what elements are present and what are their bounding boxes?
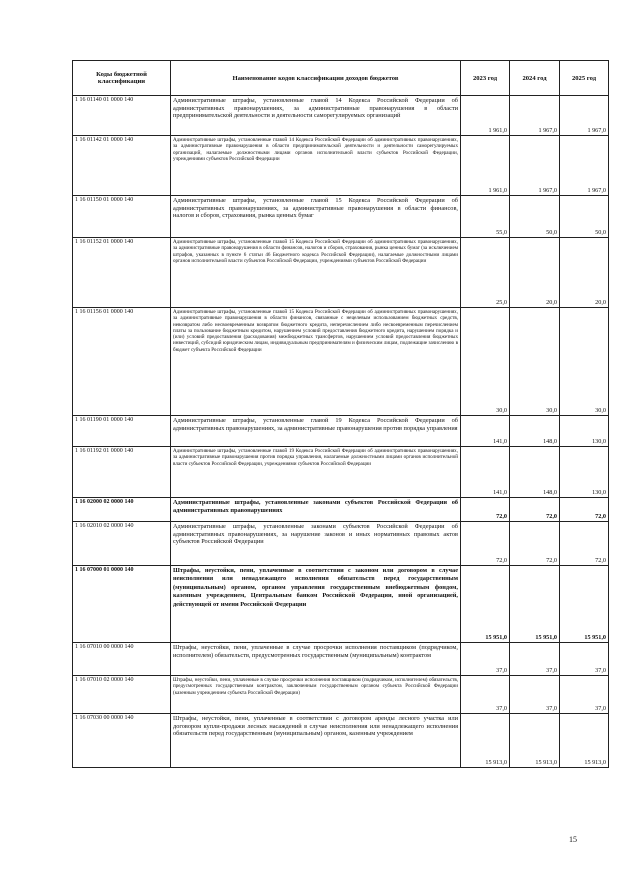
row-value-2025: 37,0: [560, 676, 609, 714]
row-name: Административные штрафы, установленные главой 19 Кодекса Российской Федерации об административных правонарушениях, за административные правонарушения против порядка управления: [171, 416, 461, 447]
row-code: 1 16 02000 02 0000 140: [73, 498, 171, 522]
row-value-2024: 50,0: [510, 196, 560, 238]
table-row: [73, 714, 609, 768]
row-code: 1 16 07010 00 0000 140: [73, 643, 171, 676]
row-code: 1 16 01156 01 0000 140: [73, 308, 171, 416]
row-value-2024: 20,0: [510, 238, 560, 308]
row-value-2024: 148,0: [510, 416, 560, 447]
row-value-2023: 141,0: [461, 416, 510, 447]
table-row: [73, 196, 609, 238]
row-value-2023: 141,0: [461, 447, 510, 498]
row-value-2024: 37,0: [510, 643, 560, 676]
header-2025: 2025 год: [560, 61, 609, 96]
row-name: Штрафы, неустойки, пени, уплаченные в случае просрочки исполнения поставщиком (подрядчиком, исполнителем) обязательств, предусмотренных государственным контрактом, заключенным государственным органом субъекта Российской Федерации (казенным учреждением субъекта Российской Федерации): [171, 676, 461, 714]
row-name: Административные штрафы, установленные главой 15 Кодекса Российской Федерации об административных правонарушениях, за административные правонарушения в области финансов, налогов и сборов, страхования, рынка ценных бумаг: [171, 196, 461, 238]
table-row: [73, 566, 609, 643]
row-value-2024: 148,0: [510, 447, 560, 498]
table-row: [73, 96, 609, 136]
row-name: Административные штрафы, установленные главой 15 Кодекса Российской Федерации об административных правонарушениях, за административные правонарушения в области финансов, связанные с нецелевым использованием бюджетных средств, невозвратом либо несвоевременным возвратом бюджетного кредита, неперечислением либо несвоевременным перечислением платы за пользование бюджетным кредитом, нарушением условий предоставления бюджетного кредита, нарушением порядка и (или) условий предоставления (расходования) межбюджетных трансфертов, нарушением условий предоставления бюджетных инвестиций, субсидий юридическим лицам, индивидуальным предпринимателям и физическим лицам, подлежащие зачислению в бюджет субъекта Российской Федерации: [171, 308, 461, 416]
row-value-2025: 72,0: [560, 498, 609, 522]
row-value-2024: 72,0: [510, 498, 560, 522]
row-code: 1 16 07030 00 0000 140: [73, 714, 171, 768]
table-row: [73, 676, 609, 714]
row-value-2025: 30,0: [560, 308, 609, 416]
row-value-2023: 72,0: [461, 498, 510, 522]
row-code: 1 16 07010 02 0000 140: [73, 676, 171, 714]
row-value-2023: 1 961,0: [461, 96, 510, 136]
row-code: 1 16 01140 01 0000 140: [73, 96, 171, 136]
row-value-2024: 1 967,0: [510, 96, 560, 136]
row-value-2024: 30,0: [510, 308, 560, 416]
header-2024: 2024 год: [510, 61, 560, 96]
row-name: Штрафы, неустойки, пени, уплаченные в соответствии с договором аренды лесного участка или договором купли-продажи лесных насаждений в случае неисполнения или ненадлежащего исполнения обязательств перед государственным (муниципальным) органом, казенным учреждением: [171, 714, 461, 768]
row-value-2023: 15 951,0: [461, 566, 510, 643]
row-value-2024: 37,0: [510, 676, 560, 714]
row-value-2025: 1 967,0: [560, 136, 609, 196]
row-name: Административные штрафы, установленные законами субъектов Российской Федерации об административных правонарушениях, за нарушение законов и иных нормативных правовых актов субъектов Российской Федерации: [171, 522, 461, 566]
header-codes: Коды бюджетной классификации: [73, 61, 171, 96]
table-header-row: [73, 61, 609, 96]
table-row: [73, 238, 609, 308]
revenue-classification-table: [72, 60, 609, 768]
row-value-2025: 1 967,0: [560, 96, 609, 136]
row-name: Административные штрафы, установленные главой 14 Кодекса Российской Федерации об административных правонарушениях, за административные правонарушения в области предпринимательской деятельности и деятельности саморегулируемых организаций, налагаемые должностными лицами органов исполнительной власти субъектов Российской Федерации, учреждениями субъектов Российской Федерации: [171, 136, 461, 196]
row-value-2025: 20,0: [560, 238, 609, 308]
row-code: 1 16 02010 02 0000 140: [73, 522, 171, 566]
row-value-2023: 37,0: [461, 676, 510, 714]
row-value-2025: 15 951,0: [560, 566, 609, 643]
table-row: [73, 447, 609, 498]
row-name: Штрафы, неустойки, пени, уплаченные в соответствии с законом или договором в случае неисполнения или ненадлежащего исполнения обязательств перед государственным (муниципальным) органом, органом управления государственным внебюджетным фондом, казенным учреждением, Центральным банком Российской Федерации, иной организацией, действующей от имени Российской Федерации: [171, 566, 461, 643]
table-row: [73, 498, 609, 522]
row-code: 1 16 01192 01 0000 140: [73, 447, 171, 498]
row-value-2025: 50,0: [560, 196, 609, 238]
row-code: 1 16 07000 01 0000 140: [73, 566, 171, 643]
row-value-2023: 15 913,0: [461, 714, 510, 768]
row-value-2025: 130,0: [560, 447, 609, 498]
table-row: [73, 416, 609, 447]
row-value-2023: 55,0: [461, 196, 510, 238]
row-code: 1 16 01152 01 0000 140: [73, 238, 171, 308]
row-value-2025: 72,0: [560, 522, 609, 566]
row-name: Административные штрафы, установленные главой 14 Кодекса Российской Федерации об административных правонарушениях, за административные правонарушения в области предпринимательской деятельности и деятельности саморегулируемых организаций: [171, 96, 461, 136]
table-row: [73, 136, 609, 196]
row-value-2023: 30,0: [461, 308, 510, 416]
header-2023: 2023 год: [461, 61, 510, 96]
table-row: [73, 522, 609, 566]
row-value-2025: 37,0: [560, 643, 609, 676]
table-row: [73, 308, 609, 416]
row-value-2023: 37,0: [461, 643, 510, 676]
row-value-2025: 130,0: [560, 416, 609, 447]
header-name: Наименование кодов классификации доходов бюджетов: [171, 61, 461, 96]
row-code: 1 16 01142 01 0000 140: [73, 136, 171, 196]
row-name: Административные штрафы, установленные главой 19 Кодекса Российской Федерации об административных правонарушениях, за административные правонарушения против порядка управления, налагаемые должностными лицами органов исполнительной власти субъектов Российской Федерации, учреждениями субъектов Российской Федерации: [171, 447, 461, 498]
row-value-2023: 25,0: [461, 238, 510, 308]
row-value-2024: 72,0: [510, 522, 560, 566]
row-name: Административные штрафы, установленные главой 15 Кодекса Российской Федерации об административных правонарушениях, за административные правонарушения в области финансов, налогов и сборов, страхования, рынка ценных бумаг (за исключением штрафов, указанных в пункте 6 статьи 46 Бюджетного кодекса Российской Федерации), налагаемые должностными лицами органов исполнительной власти субъектов Российской Федерации, учреждениями субъектов Российской Федерации: [171, 238, 461, 308]
row-value-2024: 1 967,0: [510, 136, 560, 196]
row-value-2025: 15 913,0: [560, 714, 609, 768]
row-code: 1 16 01190 01 0000 140: [73, 416, 171, 447]
page-number: 15: [569, 835, 577, 844]
row-value-2024: 15 913,0: [510, 714, 560, 768]
row-name: Штрафы, неустойки, пени, уплаченные в случае просрочки исполнения поставщиком (подрядчиком, исполнителем) обязательств, предусмотренных государственным (муниципальным) контрактом: [171, 643, 461, 676]
row-value-2023: 72,0: [461, 522, 510, 566]
row-value-2023: 1 961,0: [461, 136, 510, 196]
table-row: [73, 643, 609, 676]
row-code: 1 16 01150 01 0000 140: [73, 196, 171, 238]
row-name: Административные штрафы, установленные законами субъектов Российской Федерации об административных правонарушениях: [171, 498, 461, 522]
row-value-2024: 15 951,0: [510, 566, 560, 643]
